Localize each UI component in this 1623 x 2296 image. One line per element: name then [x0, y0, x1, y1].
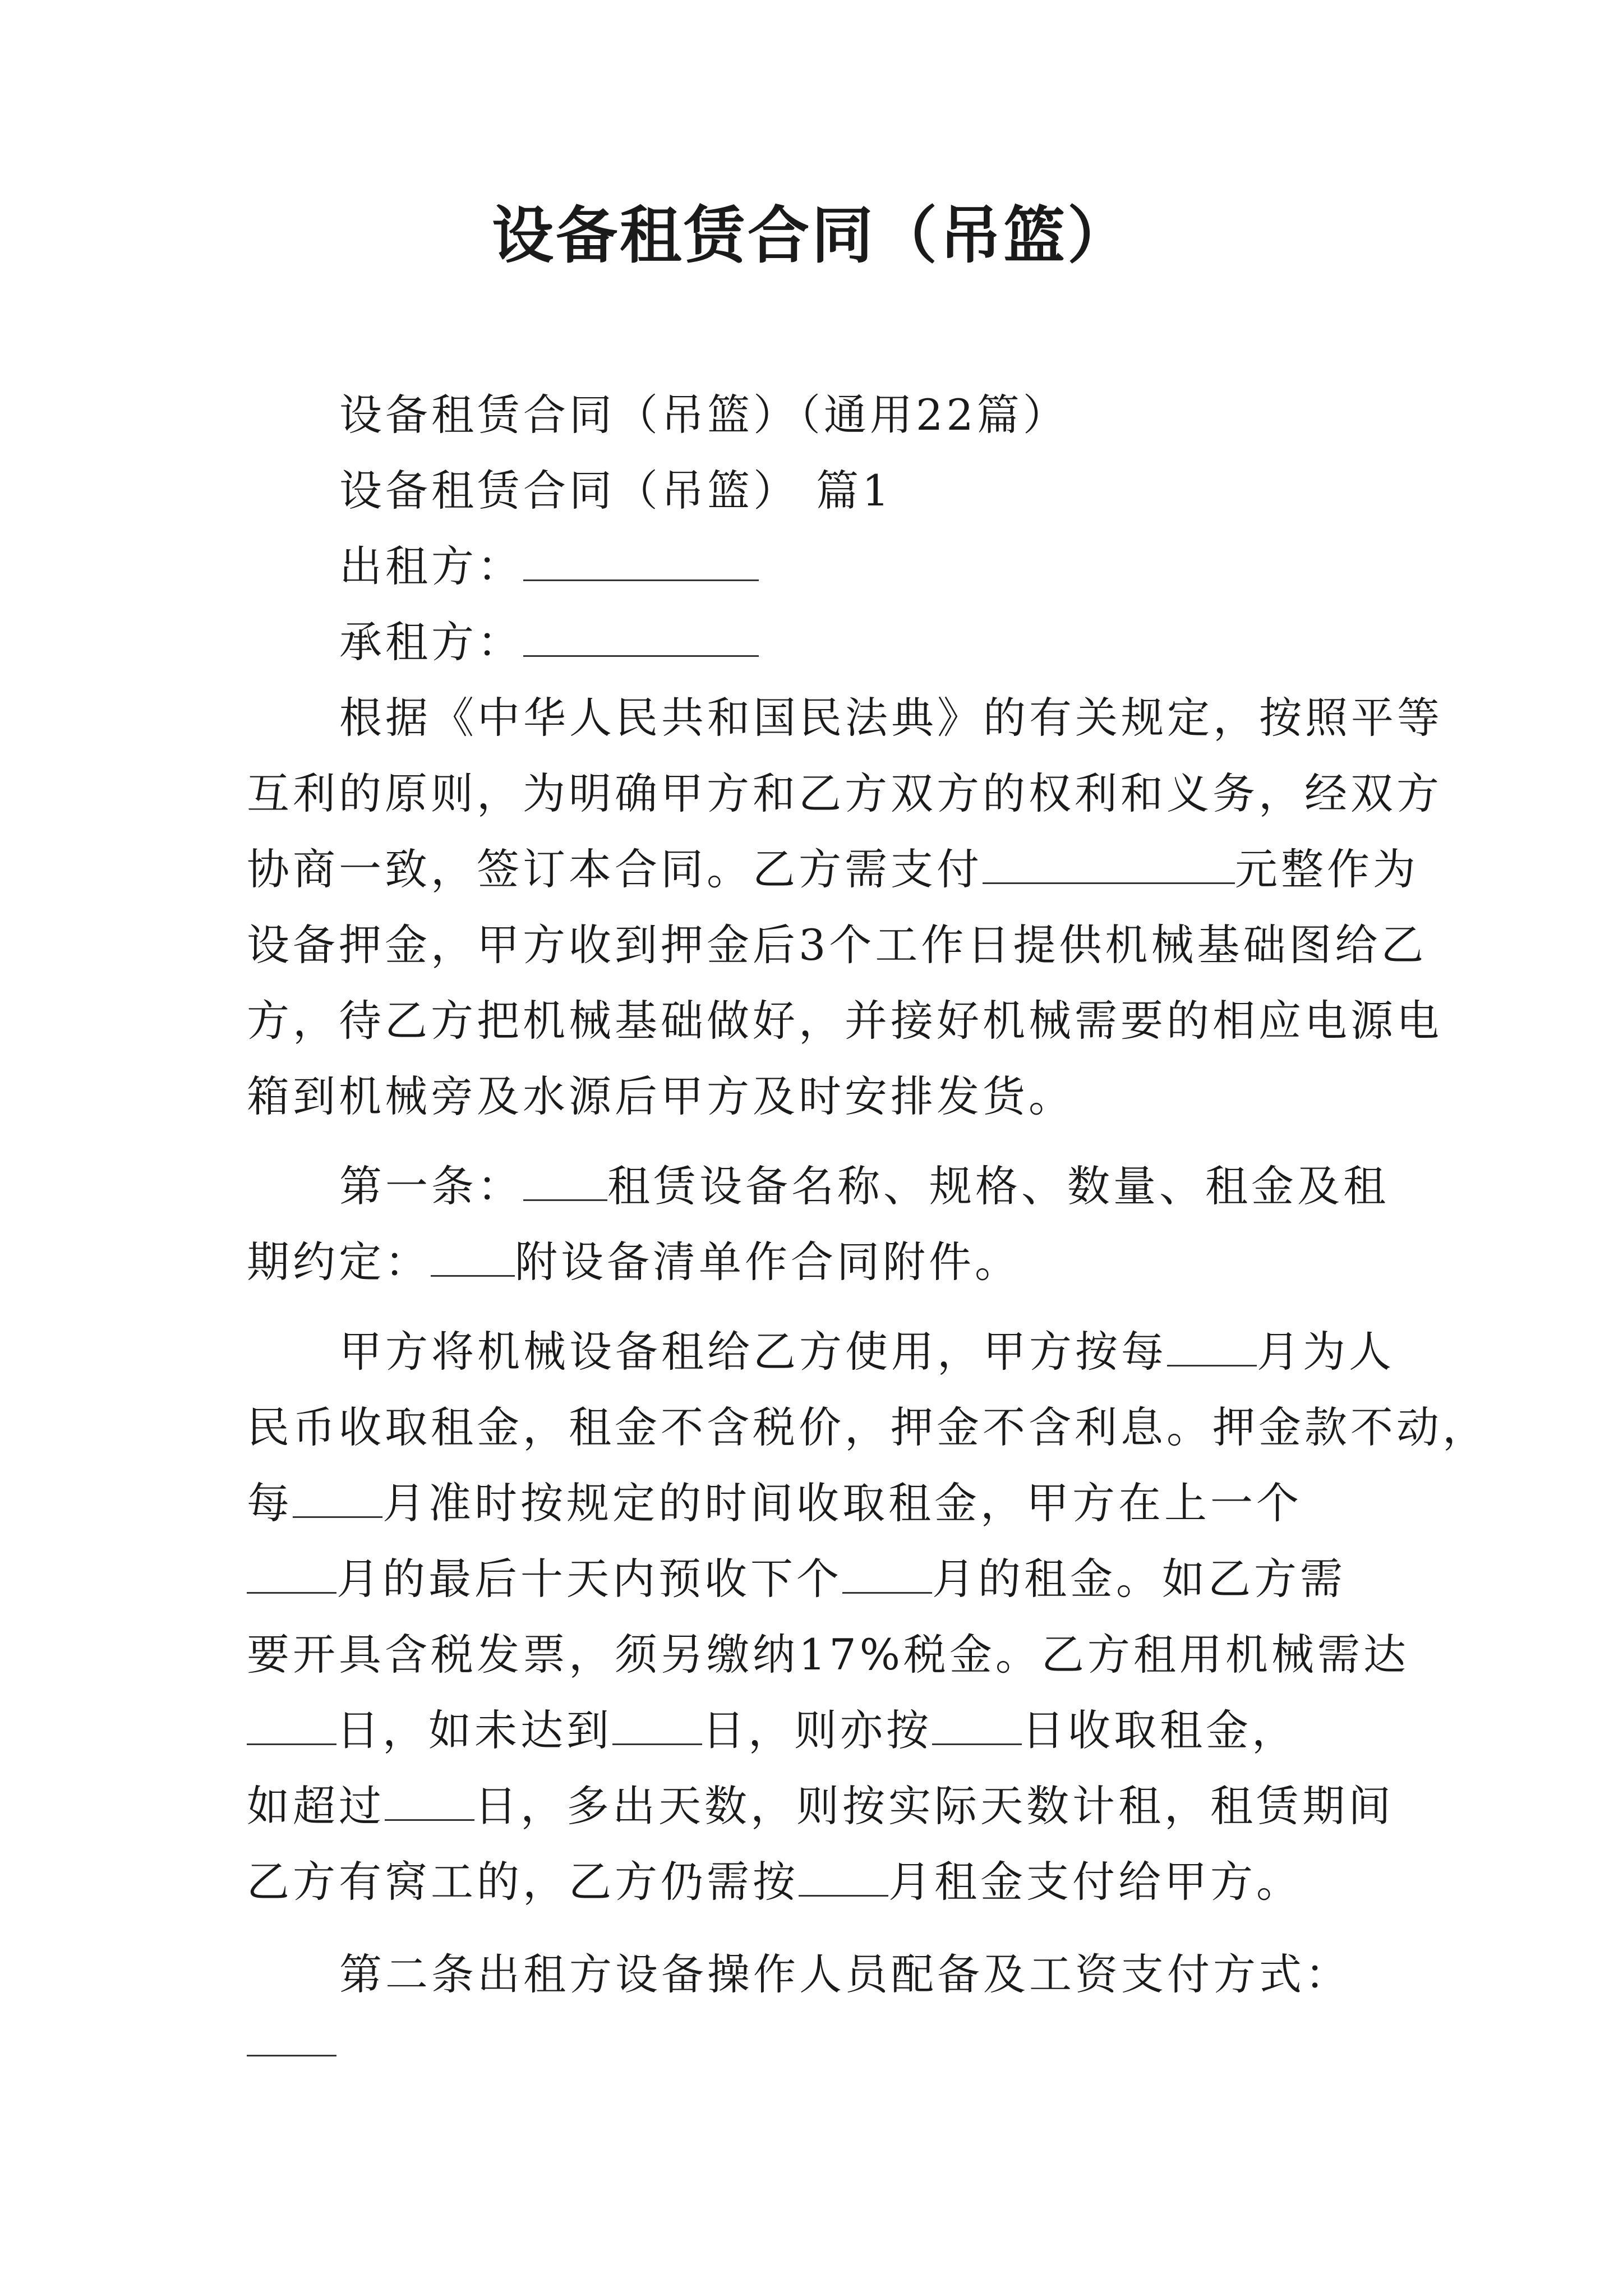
paragraph-3-line-4 — [247, 1551, 1391, 1607]
lessor-blank[interactable] — [523, 540, 759, 581]
min-days-blank[interactable] — [247, 1704, 336, 1745]
article-heading: 设备租赁合同（吊篮） 篇1 — [339, 466, 893, 516]
document-subtitle: 设备租赁合同（吊篮）（通用22篇） — [339, 390, 1069, 440]
lessee-label: 承租方： — [339, 617, 523, 667]
paragraph-1-line-3 — [247, 841, 1419, 898]
paragraph-1-line-1: 根据《中华人民共和国民法典》的有关规定，按照平等 — [339, 693, 1443, 743]
lessor-label: 出租方： — [339, 541, 523, 591]
deposit-amount-blank[interactable] — [983, 843, 1235, 884]
paragraph-3-line-6 — [247, 1703, 1391, 1759]
idle-rent-blank[interactable] — [799, 1856, 888, 1897]
document-title: 设备租赁合同（吊篮） — [492, 199, 1131, 272]
lessee-line — [339, 614, 1394, 670]
exceed-days-blank[interactable] — [385, 1780, 474, 1821]
paragraph-1-text: 协商一致，签订本合同。乙方需支付 — [247, 844, 983, 894]
paragraph-3-text: 如超过 — [247, 1781, 385, 1831]
previous-month-blank[interactable] — [247, 1553, 336, 1594]
paragraph-1-text: 元整作为 — [1235, 844, 1419, 894]
paragraph-3-line-3 — [247, 1475, 1391, 1531]
paragraph-3-text: 乙方有窝工的，乙方仍需按 — [247, 1857, 799, 1907]
paragraph-3-line-2: 民币收取租金，租金不含税价，押金不含利息。押金款不动， — [247, 1402, 1488, 1452]
paragraph-3-text: 日，如未达到 — [336, 1705, 612, 1755]
paragraph-3-text: 月为人 — [1257, 1327, 1395, 1377]
charged-days-blank[interactable] — [932, 1704, 1022, 1745]
lessor-line — [339, 539, 1394, 595]
rent-period-blank[interactable] — [1167, 1326, 1257, 1366]
paragraph-3-line-5: 要开具含税发票，须另缴纳17%税金。乙方租用机械需达 — [247, 1630, 1409, 1680]
paragraph-2-text: 期约定： — [247, 1237, 431, 1287]
paragraph-4-line-2 — [247, 2014, 1391, 2070]
paragraph-1-line-2: 互利的原则，为明确甲方和乙方双方的权利和义务，经双方 — [247, 769, 1442, 818]
paragraph-3-text: 日收取租金， — [1022, 1705, 1298, 1755]
unmet-days-blank[interactable] — [612, 1704, 702, 1745]
paragraph-2-text: 租赁设备名称、规格、数量、租金及租 — [607, 1161, 1389, 1211]
paragraph-3-text: 甲方将机械设备租给乙方使用，甲方按每 — [339, 1327, 1167, 1377]
paragraph-2-line-2 — [247, 1234, 1391, 1290]
paragraph-3-text: 日，则亦按 — [702, 1705, 932, 1755]
article-2-heading: 第二条出租方设备操作人员配备及工资支付方式： — [339, 1949, 1351, 1999]
paragraph-3-line-8 — [247, 1854, 1391, 1910]
paragraph-1-line-4: 设备押金，甲方收到押金后3个工作日提供机械基础图给乙 — [247, 920, 1427, 970]
paragraph-3-text: 月准时按规定的时间收取租金，甲方在上一个 — [382, 1478, 1302, 1528]
paragraph-3-text: 月租金支付给甲方。 — [888, 1857, 1302, 1907]
paragraph-3-line-1 — [339, 1324, 1394, 1380]
paragraph-3-text: 月的最后十天内预收下个 — [336, 1554, 842, 1604]
paragraph-3-line-7 — [247, 1778, 1394, 1834]
paragraph-1-line-5: 方，待乙方把机械基础做好，并接好机械需要的相应电源电 — [247, 996, 1442, 1046]
term-blank[interactable] — [431, 1236, 515, 1277]
article-1-blank[interactable] — [523, 1160, 607, 1201]
monthly-blank[interactable] — [293, 1477, 382, 1518]
paragraph-3-text: 每 — [247, 1478, 293, 1528]
paragraph-3-text: 日，多出天数，则按实际天数计租，租赁期间 — [474, 1781, 1394, 1831]
lessee-blank[interactable] — [523, 616, 759, 657]
paragraph-1-line-6: 箱到机械旁及水源后甲方及时安排发货。 — [247, 1071, 1075, 1121]
paragraph-2-text: 附设备清单作合同附件。 — [515, 1237, 1021, 1287]
paragraph-2-line-1 — [339, 1158, 1394, 1214]
next-month-blank[interactable] — [842, 1553, 932, 1594]
operator-blank[interactable] — [247, 2016, 336, 2056]
article-1-label: 第一条： — [339, 1161, 523, 1211]
paragraph-3-text: 月的租金。如乙方需 — [932, 1554, 1346, 1604]
